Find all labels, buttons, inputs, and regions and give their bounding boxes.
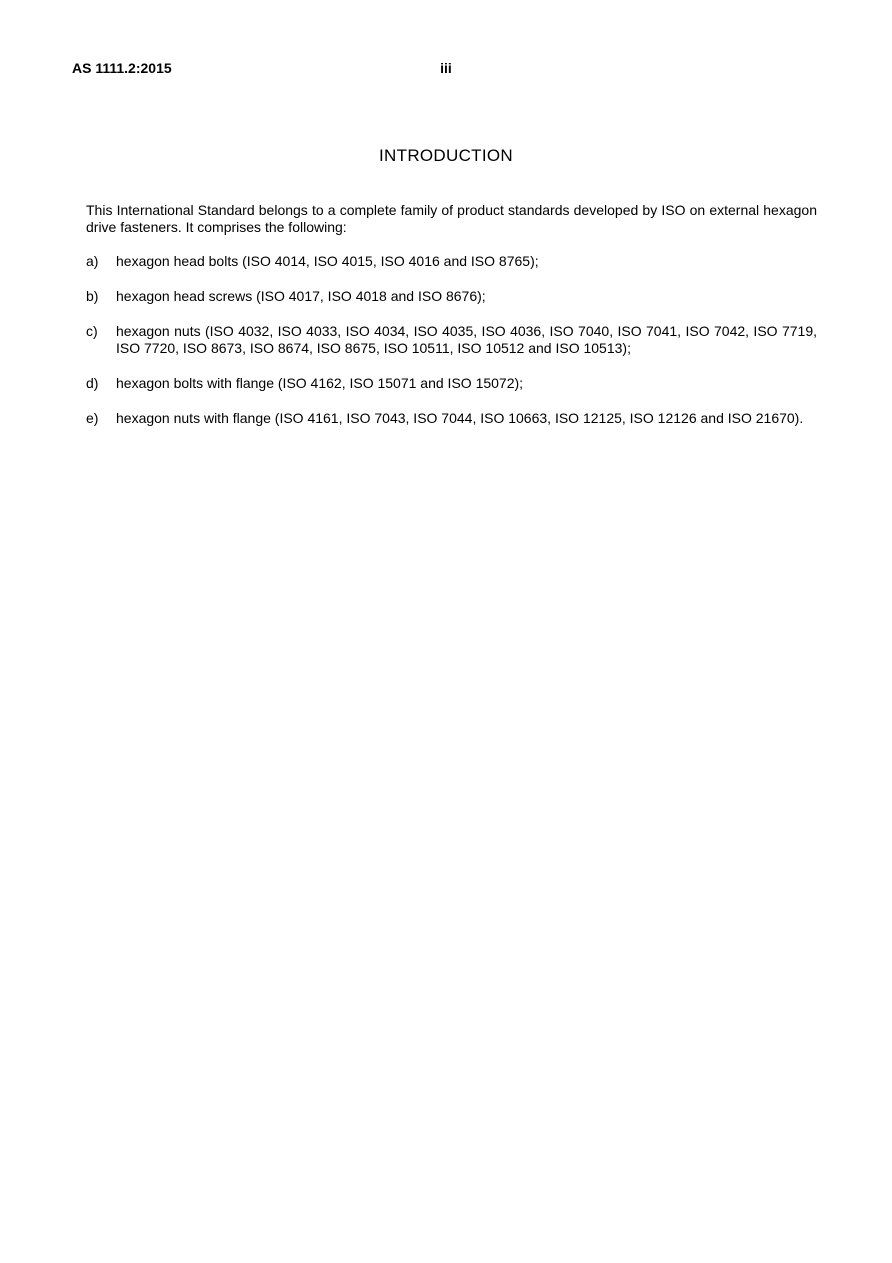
intro-paragraph: This International Standard belongs to a complete family of product standards developed by ISO on external hexagon drive fasteners. It comprises the following: xyxy=(86,202,817,235)
list-item-marker: d) xyxy=(86,374,99,391)
list-item-marker: c) xyxy=(86,323,98,339)
list-item-text: hexagon head screws (ISO 4017, ISO 4018 and ISO 8676); xyxy=(116,288,486,304)
document-id: AS 1111.2:2015 xyxy=(72,60,172,76)
section-title: INTRODUCTION xyxy=(379,146,513,165)
list-item-text: hexagon nuts with flange (ISO 4161, ISO 7043, ISO 7044, ISO 10663, ISO 12125, ISO 12126 and ISO 21670). xyxy=(116,409,804,426)
list-item-text: hexagon head bolts (ISO 4014, ISO 4015, ISO 4016 and ISO 8765); xyxy=(116,253,539,269)
list-item-marker: b) xyxy=(86,288,99,304)
page-number: iii xyxy=(440,60,452,76)
list-item xyxy=(86,323,817,356)
list-item xyxy=(86,410,817,427)
list-item-marker: a) xyxy=(86,253,99,269)
standards-list xyxy=(86,253,817,426)
list-item-text: hexagon nuts (ISO 4032, ISO 4033, ISO 4034, ISO 4035, ISO 4036, ISO 7040, ISO 7041, ISO 7042, ISO 7719, ISO 7720, ISO 8673, ISO 8674, ISO 8675, ISO 10511, ISO 10512 and ISO 10513); xyxy=(116,323,817,356)
list-item xyxy=(86,288,817,305)
list-item xyxy=(86,253,817,270)
section-body xyxy=(86,202,817,445)
list-item xyxy=(86,375,817,392)
list-item-marker: e) xyxy=(86,409,99,426)
list-item-text: hexagon bolts with flange (ISO 4162, ISO 15071 and ISO 15072); xyxy=(116,374,524,391)
